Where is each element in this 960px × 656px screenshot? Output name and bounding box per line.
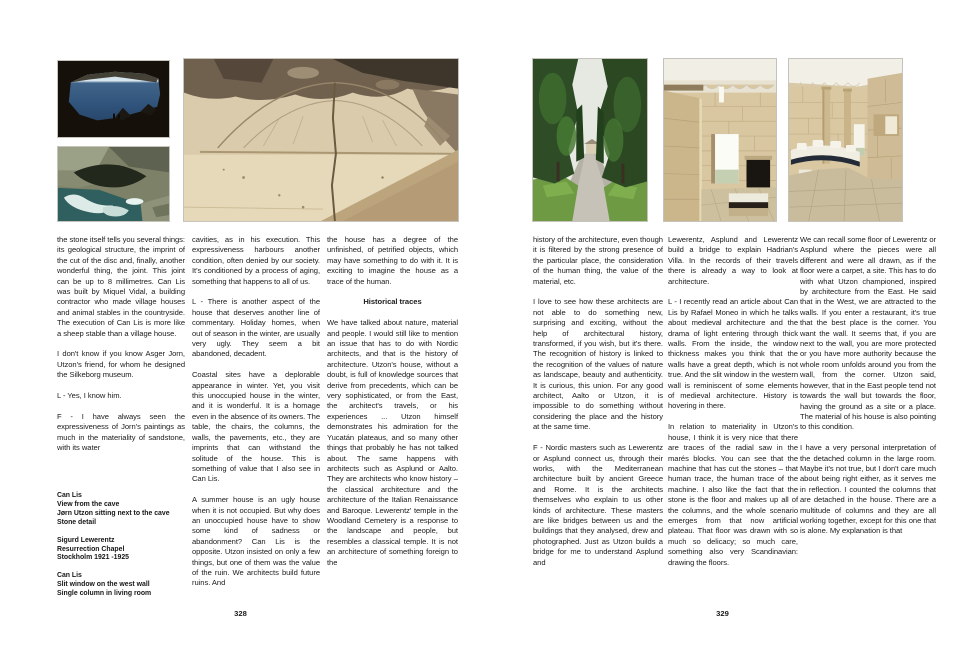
paragraph: We can recall some floor of Lewerentz or Asplund where the pieces were all different and were all drawn, as if the floor were a carpet, a site. This has to do with what Utzon championed, inspired by architecture from the East. He said that in the West, we are attracted to the walls. If you enter a restaurant, it's true that the best place is the corner. You want the wall. It seems that, if you are next to the wall, you are more protected or you have more authority because the whole room unfolds around you from the wall, from the corner. Utzon said, however, that in the East people tend not towards the wall but towards the floor, having the ground as a site or a place. The material of his house is also pointing to this condition. bbox=[800, 235, 936, 432]
page-number-right: 329 bbox=[716, 609, 729, 618]
photo-cemetery-path bbox=[532, 58, 648, 222]
caption-line: Stone detail bbox=[57, 518, 97, 526]
paragraph: Lewerentz, Asplund and Lewerentz build a bridge to explain Hadrian's Villa. In the records of their travels there is already a way to look at architecture. bbox=[668, 235, 798, 286]
text-column-right-1 bbox=[533, 235, 663, 578]
photo-stone-detail bbox=[183, 58, 459, 222]
caption-line: Sigurd Lewerentz bbox=[57, 536, 115, 544]
caption-line: Resurrection Chapel bbox=[57, 545, 125, 553]
caption-line: Can Lis bbox=[57, 572, 82, 580]
page-number-left: 328 bbox=[234, 609, 247, 618]
stone-detail-illustration bbox=[184, 59, 458, 221]
photo-interior-curved-bench bbox=[788, 58, 903, 222]
photo-captions bbox=[57, 492, 187, 608]
paragraph: L - I recently read an article about Can Lis by Rafael Moneo in which he talks about medieval architecture and the drama of light entering through thick walls. From the inside, the window thickness makes you think that the walls have a great depth, which is not true. And the slit window in the western wall is reminiscent of some elements of medieval architecture. History is hovering in there. bbox=[668, 297, 798, 411]
caption-group-lewerentz bbox=[57, 537, 187, 564]
interior-window-illustration bbox=[664, 59, 776, 221]
text-column-right-2 bbox=[668, 235, 798, 578]
text-column-left-1 bbox=[57, 235, 185, 464]
caption-group-can-lis-window bbox=[57, 572, 187, 599]
paragraph: F - Nordic masters such as Lewerentz or Asplund connect us, through their works, with the Mediterranean architecture built by ancient Greece and Rome. It is the architects themselves who explain to us other kinds of architecture. These masters are like bridges between us and the buildings that they analysed, drew and photographed. Just as Utzon builds a bridge for me to understand Asplund and bbox=[533, 443, 663, 567]
paragraph: I don't know if you know Asger Jorn, Utzon's friend, for whom he designed the Silkeborg museum. bbox=[57, 349, 185, 380]
caption-line: View from the cave bbox=[57, 500, 120, 508]
photo-rocky-cove bbox=[57, 146, 170, 222]
cave-view-illustration bbox=[58, 61, 169, 137]
paragraph: F - I have always seen the expressiveness of Jorn's paintings as much in the materiality of sandstone, with its water bbox=[57, 411, 185, 453]
caption-line: Stockholm 1921 -1925 bbox=[57, 554, 130, 562]
text-column-right-3 bbox=[800, 235, 936, 547]
text-column-left-2 bbox=[192, 235, 320, 599]
paragraph: L - Yes, I know him. bbox=[57, 391, 122, 401]
paragraph: L - There is another aspect of the house that deserves another line of commentary. Holiday homes, when out of season in the winter, are usually very ugly. They seem a bit abandoned, decadent. bbox=[192, 297, 320, 359]
text-column-left-3 bbox=[327, 235, 458, 578]
paragraph: the stone itself tells you several things: its geological structure, the imprint of the cut of the disc and, finally, another wonderful thing, the joint. This joint can be up to 8 millimetres. Can Lis was built by Miquel Vidal, a building contractor who made village houses and animal stables in the countryside. The execution of Can Lis is more like a sheep stable than a village house. bbox=[57, 235, 185, 338]
paragraph: the house has a degree of the unfinished, of petrified objects, which may have something to do with it. It is exciting to imagine the house as a trace of the human. bbox=[327, 235, 458, 286]
paragraph: I have a very personal interpretation of the detached column in the large room. Maybe it's not true, but I don't care much about being right either, as it serves me in reflection. I counted the columns that are detached in the house. There are a multitude of columns and they are all working together, except for this one that is alone. My explanation is that bbox=[800, 443, 936, 536]
interior-bench-illustration bbox=[789, 59, 902, 221]
caption-line: Jørn Utzon sitting next to the cave bbox=[57, 509, 170, 517]
paragraph: Coastal sites have a deplorable appearance in winter. Yet, you visit this unoccupied house in the winter, and it is wonderful. It is a homage even in the absence of its owners. The table, the chairs, the columns, the walls, the pavements, etc., they are imprints that can withstand the solitude of the house. This is something of value that I also see in Can Lis. bbox=[192, 370, 320, 484]
paragraph: A summer house is an ugly house when it is not occupied. But why does an unoccupied house have to show some kind of sadness or abandonment? Can Lis is the opposite. Utzon insisted on only a few things, but one of them was the value of the ruin. We architects build future ruins. And bbox=[192, 495, 320, 588]
section-heading: Historical traces bbox=[363, 297, 422, 307]
cemetery-path-illustration bbox=[533, 59, 647, 221]
paragraph: history of the architecture, even though it is filtered by the strong presence of the particular place, the consideration of the human thing, the value of the material, etc. bbox=[533, 235, 663, 286]
caption-line: Slit window on the west wall bbox=[57, 581, 150, 589]
photo-interior-window-fireplace bbox=[663, 58, 777, 222]
paragraph: In relation to materiality in Utzon's house, I think it is very nice that there are traces of the radial saw in the marés blocks. You can see that the machine that has cut the stones – that human trace, the human trace of the machine. I also like the fact that the stone is the floor and makes up all of the columns, and the whole scenario emerges from that now artificial plateau. That floor was drawn with so much so delicacy; so much care, something also very Scandinavian: drawing the floors. bbox=[668, 422, 798, 567]
paragraph: I love to see how these architects are not able to do something new, surprising and exciting, without the help of architectural history, transformed, if you wish, but it's there. The recognition of history is linked to the recognition of the values of nature as landscape, beauty and authenticity. It is curious, this union. For any good architect, Aalto or Utzon, it is impossible to do something without considering the place and the history at the same time. bbox=[533, 297, 663, 432]
caption-line: Can Lis bbox=[57, 492, 82, 499]
rocky-cove-illustration bbox=[58, 147, 169, 221]
caption-line: Single column in living room bbox=[57, 590, 152, 598]
paragraph: cavities, as in his execution. This expressiveness harbours another condition, often denied by our society. It's conditioned by a process of aging, something that happens to all of us. bbox=[192, 235, 320, 286]
caption-group-can-lis-cave bbox=[57, 492, 187, 528]
paragraph: We have talked about nature, material and people. I would still like to mention an issue that has to do with Nordic architects, and that is the history of architecture. Utzon's house, without a doubt, is full of knowledge sources that derive from precedents, which can be very sophisticated, or from the East, the architect's travels, or his experiences ... Utzon himself demonstrates his admiration for the Yucatán plateaus, and so many other things that probably he has not talked about. The same happens with architects such as Asplund or Aalto. They are architects who know history – the classical architecture and the architecture of the Italian Renaissance and Baroque. Lewerentz' temple in the Woodland Cemetery is a response to the landscape and people, but resembles a classical temple. It is not an architecture of something foreign to the bbox=[327, 318, 458, 567]
photo-cave-view bbox=[57, 60, 170, 138]
